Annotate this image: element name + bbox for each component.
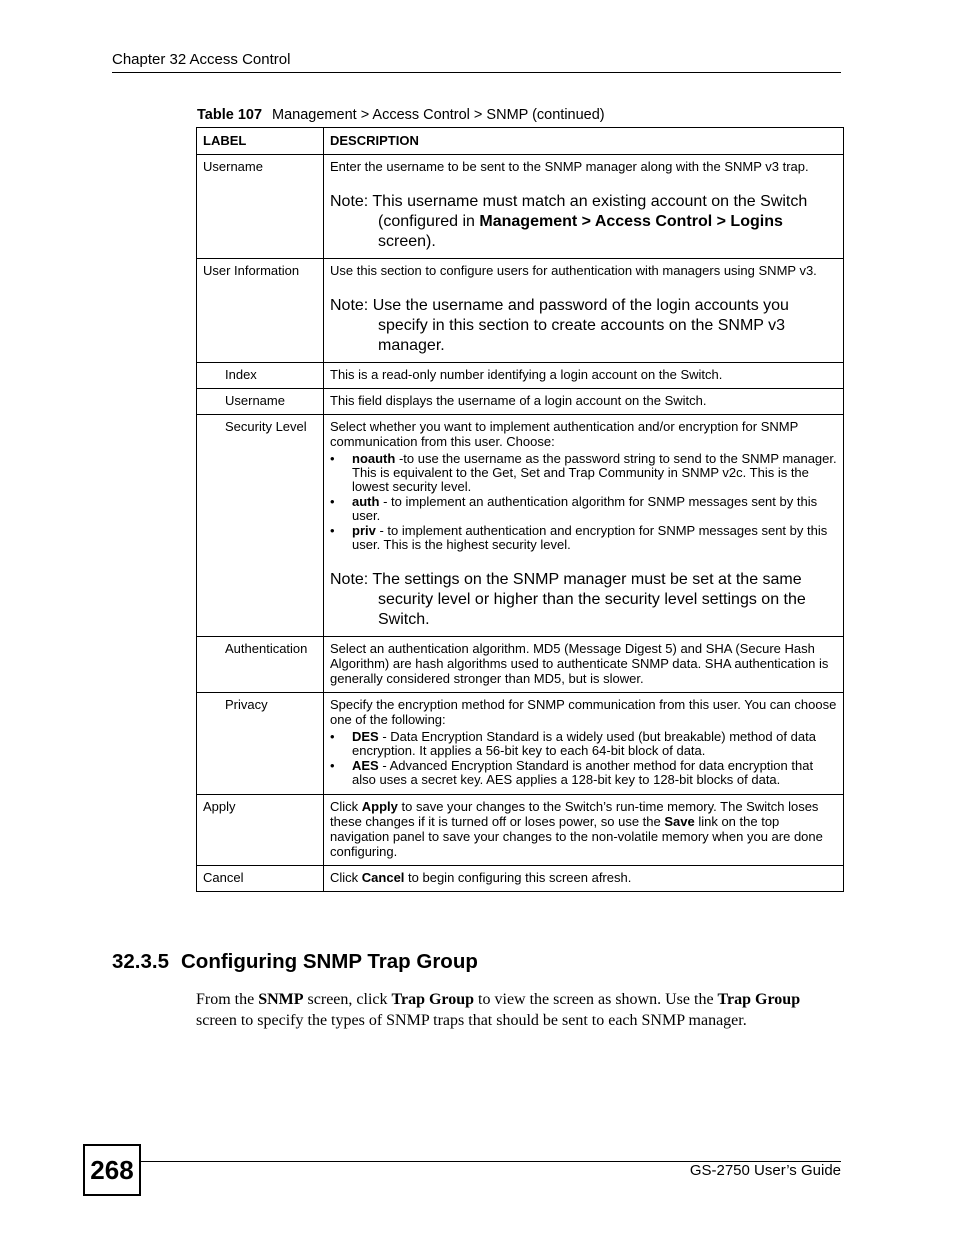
page-number: 268 <box>83 1144 141 1196</box>
section-heading <box>112 950 478 974</box>
section-number: 32.3.5 <box>112 950 169 973</box>
table-row <box>197 795 844 866</box>
option-text: - Advanced Encryption Standard is another method for data encryption that also uses a secret key. AES applies a 128-bit key to 128-bit blocks of data. <box>352 758 814 787</box>
body-paragraph <box>196 989 841 1031</box>
description-text: Enter the username to be sent to the SNMP manager along with the SNMP v3 trap. <box>330 159 809 174</box>
table-caption <box>197 107 605 123</box>
row-description <box>324 155 844 259</box>
desc-part: Click <box>330 870 362 885</box>
desc-part: to begin configuring this screen afresh. <box>404 870 632 885</box>
option-keyword: priv <box>352 523 376 538</box>
row-label: Privacy <box>197 693 324 795</box>
bullet-list <box>330 730 837 787</box>
apply-keyword: Apply <box>361 799 398 814</box>
table-row <box>197 363 844 389</box>
para-bold: SNMP <box>258 991 304 1008</box>
chapter-header: Chapter 32 Access Control <box>112 51 291 68</box>
table-header-row <box>197 128 844 155</box>
row-description <box>324 693 844 795</box>
para-bold: Trap Group <box>717 991 801 1008</box>
row-label: Security Level <box>197 415 324 637</box>
table-row <box>197 259 844 363</box>
table-row <box>197 155 844 259</box>
desc-part: link on the top navigation panel to save your changes to the non-volatile memory when you are done configuring. <box>330 814 823 859</box>
note-text: Note: Use the username and password of the login accounts you specify in this section to create accounts on the SNMP v3 manager. <box>330 297 789 354</box>
row-description <box>324 259 844 363</box>
desc-part: Click <box>330 799 362 814</box>
bullet-glyph: • <box>330 729 335 744</box>
bullet-list <box>330 452 837 552</box>
table-caption-text: Management > Access Control > SNMP (continued) <box>272 107 605 123</box>
description-text: Use this section to configure users for authentication with managers using SNMP v3. <box>330 263 817 278</box>
option-text: - to implement authentication and encryption for SNMP messages sent by this user. This is the highest security level. <box>352 523 828 552</box>
desc-part: to save your changes to the Switch’s run-time memory. The Switch loses these changes if it is turned off or loses power, so use the <box>330 799 819 829</box>
row-description <box>324 866 844 892</box>
row-label: Apply <box>197 795 324 866</box>
table-row <box>197 415 844 637</box>
para-text: From the <box>196 991 259 1008</box>
list-item <box>330 495 837 523</box>
table-row <box>197 693 844 795</box>
row-label: User Information <box>197 259 324 363</box>
row-label: Index <box>197 363 324 389</box>
row-label: Authentication <box>197 637 324 693</box>
para-text: screen, click <box>303 991 392 1008</box>
description-text: Specify the encryption method for SNMP communication from this user. You can choose one of the following: <box>330 697 837 727</box>
list-item <box>330 524 837 552</box>
bullet-glyph: • <box>330 494 335 509</box>
note-text <box>330 192 837 252</box>
col-label-header: LABEL <box>197 128 324 155</box>
bullet-glyph: • <box>330 523 335 538</box>
table-row <box>197 389 844 415</box>
row-label: Cancel <box>197 866 324 892</box>
option-text: - Data Encryption Standard is a widely used (but breakable) method of data encryption. It applies a 56-bit key to each 64-bit block of data. <box>352 729 816 758</box>
list-item <box>330 452 837 494</box>
note-prefix: Note: This username must match an existing account on the Switch (configured in <box>330 193 808 230</box>
row-label: Username <box>197 389 324 415</box>
para-text: to view the screen as shown. Use the <box>474 991 718 1008</box>
list-item <box>330 759 837 787</box>
header-rule <box>112 72 841 73</box>
para-text: screen to specify the types of SNMP traps that should be sent to each SNMP manager. <box>196 1012 747 1029</box>
note-suffix: screen). <box>378 233 436 250</box>
option-text: - to implement an authentication algorithm for SNMP messages sent by this user. <box>352 494 818 523</box>
note-text: Note: The settings on the SNMP manager must be set at the same security level or higher than the security level settings on the Switch. <box>330 571 806 628</box>
option-keyword: AES <box>352 758 379 773</box>
row-description: This is a read-only number identifying a login account on the Switch. <box>324 363 844 389</box>
row-description <box>324 415 844 637</box>
table-row <box>197 637 844 693</box>
table-caption-number: Table 107 <box>197 107 263 123</box>
row-description <box>324 795 844 866</box>
option-text: -to use the username as the password string to send to the SNMP manager. This is equivalent to the Get, Set and Trap Community in SNMP v2c. This is the lowest security level. <box>352 451 837 494</box>
option-keyword: noauth <box>352 451 396 466</box>
row-label: Username <box>197 155 324 259</box>
col-description-header: DESCRIPTION <box>324 128 844 155</box>
option-keyword: DES <box>352 729 379 744</box>
bullet-glyph: • <box>330 758 335 773</box>
row-description: This field displays the username of a login account on the Switch. <box>324 389 844 415</box>
note-bold-path: Management > Access Control > Logins <box>479 213 783 230</box>
table-row <box>197 866 844 892</box>
save-keyword: Save <box>664 814 695 829</box>
description-table <box>196 127 844 892</box>
description-text: Select whether you want to implement authentication and/or encryption for SNMP communication from this user. Choose: <box>330 419 799 449</box>
bullet-glyph: • <box>330 451 335 466</box>
cancel-keyword: Cancel <box>361 870 405 885</box>
guide-title: GS-2750 User’s Guide <box>689 1162 841 1179</box>
list-item <box>330 730 837 758</box>
option-keyword: auth <box>352 494 380 509</box>
section-title: Configuring SNMP Trap Group <box>181 950 478 973</box>
row-description: Select an authentication algorithm. MD5 (Message Digest 5) and SHA (Secure Hash Algorithm) are hash algorithms used to authenticate SNMP data. SHA authentication is generally considered stronger than MD5, but is slower. <box>324 637 844 693</box>
para-bold: Trap Group <box>391 991 475 1008</box>
